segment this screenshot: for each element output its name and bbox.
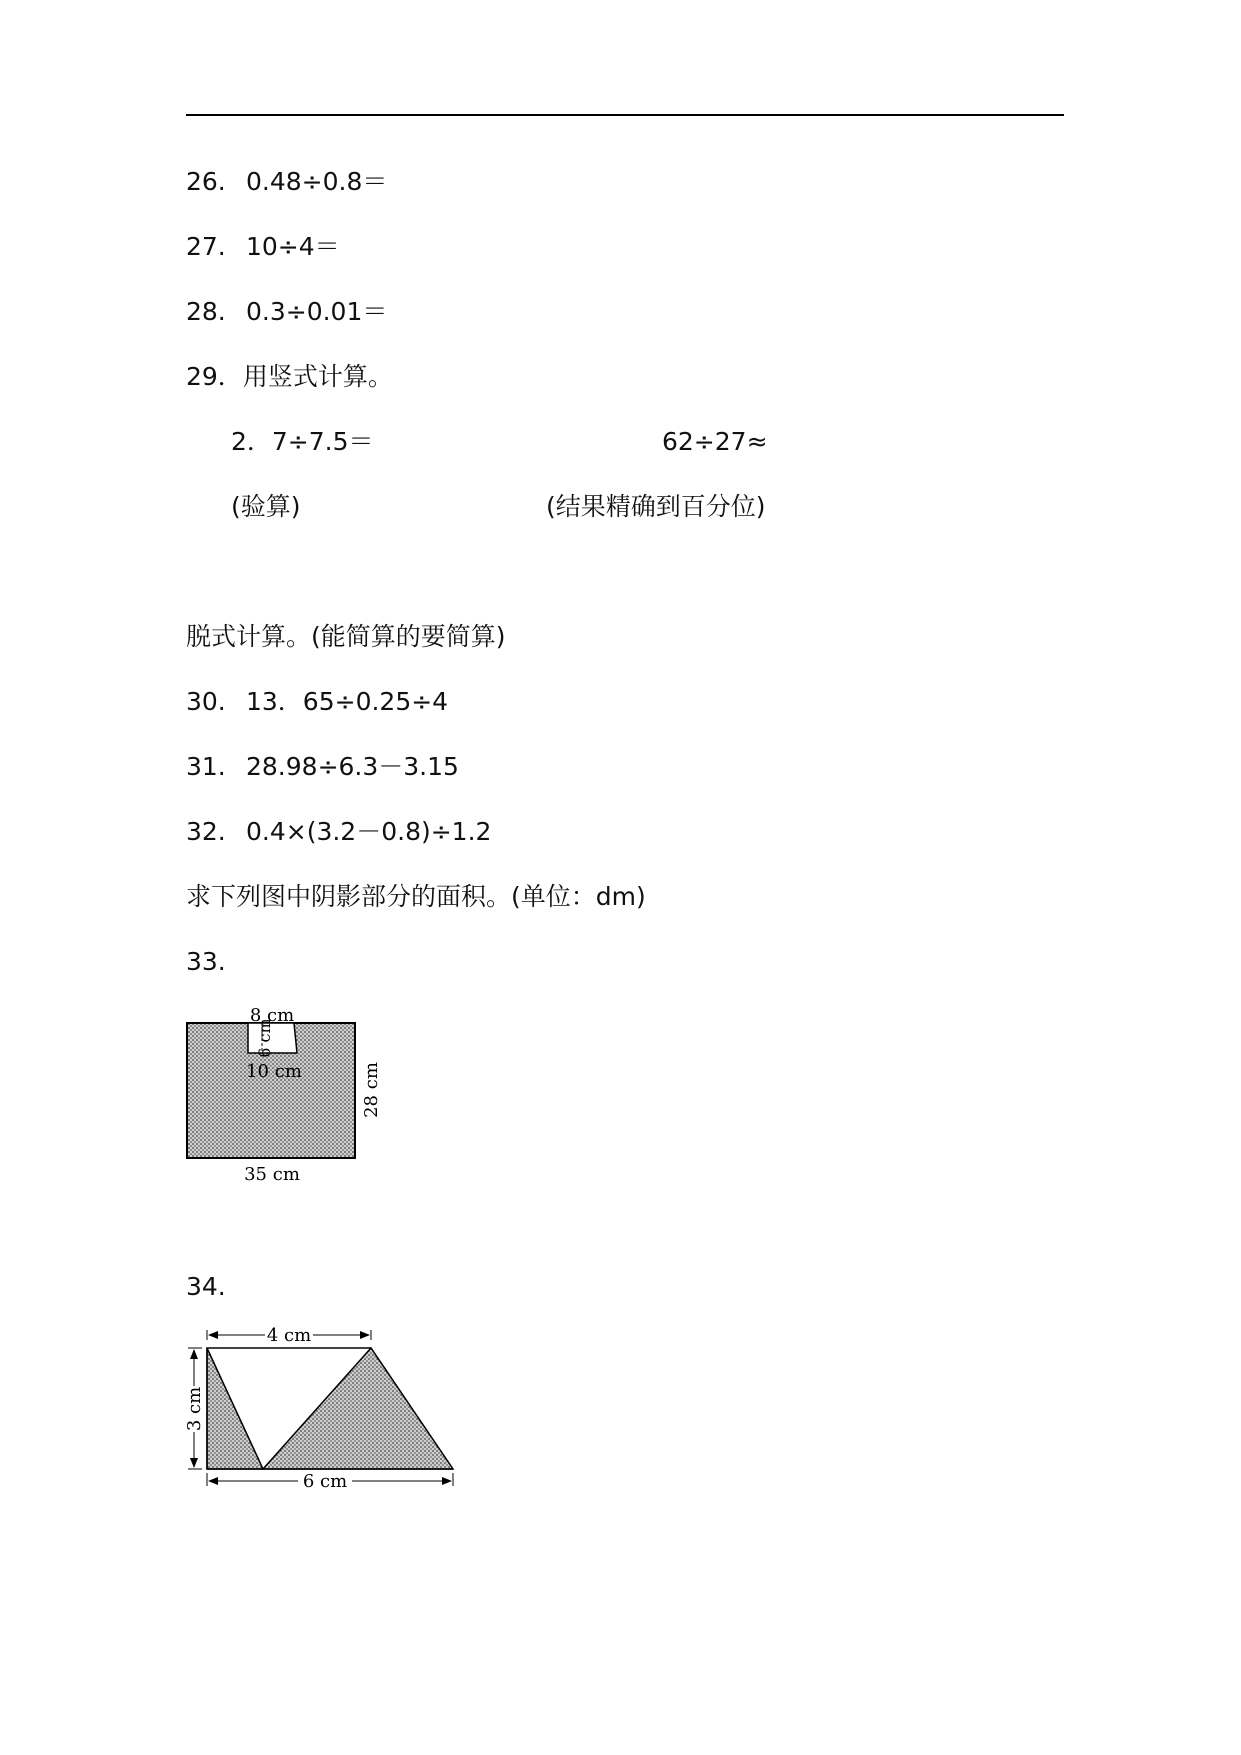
problem-expression: 0.4×(3.2－0.8)÷1.2 [246,817,492,846]
problem-number: 28. [186,297,226,326]
label-right: 28 cm [361,1062,382,1118]
problem-29-left-note: (验算) [231,492,301,521]
problem-expression: 28.98÷6.3－3.15 [246,752,459,781]
label-top: 8 cm [249,1005,295,1026]
problem-32 [186,816,491,848]
problem-29-right-expression: 62÷27≈ [662,427,768,456]
label-left: 3 cm [184,1386,205,1432]
figure-33 [180,995,400,1190]
problem-26 [186,166,387,198]
problem-expression: 13．65÷0.25÷4 [246,687,449,716]
label-bottom: 35 cm [244,1164,300,1185]
problem-number: 27. [186,232,226,261]
problem-expression: 0.3÷0.01＝ [246,297,388,326]
problem-29-title [186,361,393,393]
problem-number: 26. [186,167,226,196]
problem-29-left-expression: 2．7÷7.5＝ [231,427,374,456]
problem-expression: 0.48÷0.8＝ [246,167,388,196]
header-rule [186,114,1064,116]
section-heading-simplify: 脱式计算。(能简算的要简算) [186,622,506,651]
problem-expression: 10÷4＝ [246,232,340,261]
problem-number: 31. [186,752,226,781]
right-shaded-triangle [263,1348,453,1469]
problem-number: 30. [186,687,226,716]
problem-27 [186,231,340,263]
label-notch-bottom: 10 cm [246,1061,302,1082]
problem-number: 32. [186,817,226,846]
left-shaded-triangle [207,1348,263,1469]
label-bottom: 6 cm [302,1471,348,1492]
section-heading-area: 求下列图中阴影部分的面积。(单位：dm) [186,882,646,911]
problem-34-number: 34. [186,1272,226,1301]
problem-instruction: 用竖式计算。 [242,362,393,391]
problem-28 [186,296,387,328]
label-notch-height: 6 cm [255,1018,274,1058]
label-top: 4 cm [266,1325,312,1346]
problem-29-right-note: (结果精确到百分位) [546,492,766,521]
problem-number: 29． [186,362,243,391]
problem-30 [186,686,448,718]
figure-34 [180,1318,460,1503]
problem-33-number: 33. [186,947,226,976]
problem-31 [186,751,459,783]
